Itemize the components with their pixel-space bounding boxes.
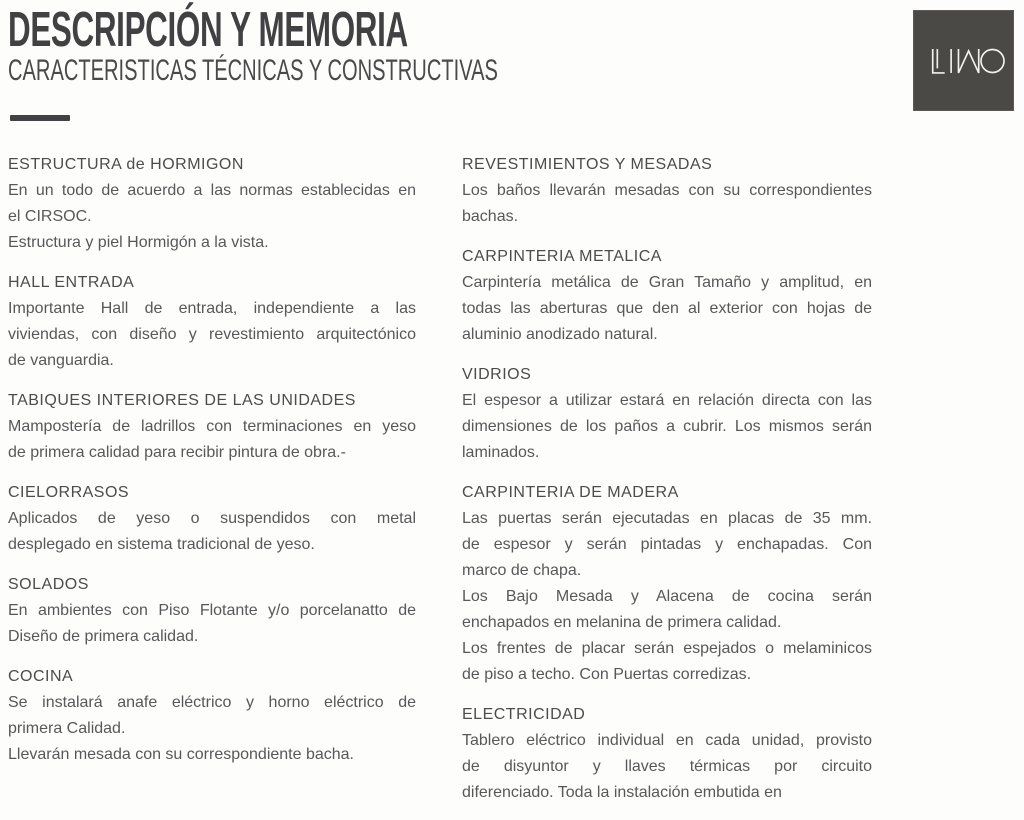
- page-subtitle: CARACTERISTICAS TÉCNICAS Y CONSTRUCTIVAS: [8, 54, 498, 87]
- paragraph: [462, 178, 872, 230]
- text-line: Se instalará anafe eléctrico y horno eléctrico de: [8, 694, 416, 711]
- text-line: marco de chapa.: [462, 562, 582, 579]
- text-line: Tablero eléctrico individual en cada unidad, provisto: [462, 732, 872, 749]
- text-line: Mampostería de ladrillos con terminaciones en yeso: [8, 418, 416, 435]
- paragraph: [462, 728, 872, 806]
- text-line: enchapados en melanina de primera calidad.: [462, 614, 782, 631]
- text-line: Las puertas serán ejecutadas en placas de 35 mm.: [462, 510, 872, 527]
- text-line: aluminio anodizado natural.: [462, 326, 658, 343]
- text-line: Estructura y piel Hormigón a la vista.: [8, 234, 269, 251]
- liwo-logo-icon: [918, 15, 1010, 107]
- paragraph: [8, 414, 416, 466]
- paragraph: [462, 270, 872, 348]
- paragraph: [8, 296, 416, 374]
- section-heading: REVESTIMIENTOS Y MESADAS: [462, 156, 713, 173]
- right-column: [462, 152, 872, 820]
- text-line: todas las aberturas que den al exterior con hojas de: [462, 300, 872, 317]
- text-line: El espesor a utilizar estará en relación directa con las: [462, 392, 872, 409]
- text-line: viviendas, con diseño y revestimiento arquitectónico: [8, 326, 416, 343]
- paragraph: [8, 506, 416, 558]
- section-heading: SOLADOS: [8, 576, 89, 593]
- section: [462, 702, 872, 806]
- paragraph: [8, 598, 416, 650]
- text-line: de espesor y serán pintadas y enchapadas. Con: [462, 536, 872, 553]
- left-column: [8, 152, 416, 782]
- text-line: el CIRSOC.: [8, 208, 92, 225]
- text-line: desplegado en sistema tradicional de yeso.: [8, 536, 315, 553]
- section: [8, 664, 416, 768]
- section-heading: CARPINTERIA METALICA: [462, 248, 662, 265]
- text-line: primera Calidad.: [8, 720, 126, 737]
- section-heading: CARPINTERIA DE MADERA: [462, 484, 679, 501]
- section-heading: CIELORRASOS: [8, 484, 130, 501]
- text-line: laminados.: [462, 444, 540, 461]
- section: [8, 388, 416, 466]
- text-line: En ambientes con Piso Flotante y/o porcelanatto de: [8, 602, 416, 619]
- section: [8, 270, 416, 374]
- text-line: Los Bajo Mesada y Alacena de cocina serán: [462, 588, 872, 605]
- text-line: de primera calidad para recibir pintura de obra.-: [8, 444, 346, 461]
- text-line: dimensiones de los paños a cubrir. Los mismos serán: [462, 418, 872, 435]
- section: [462, 244, 872, 348]
- text-line: bachas.: [462, 208, 519, 225]
- section-heading: VIDRIOS: [462, 366, 532, 383]
- section: [462, 152, 872, 230]
- section-heading: TABIQUES INTERIORES DE LAS UNIDADES: [8, 392, 356, 409]
- text-line: de disyuntor y llaves térmicas por circuito: [462, 758, 872, 775]
- section: [8, 572, 416, 650]
- text-line: Aplicados de yeso o suspendidos con metal: [8, 510, 416, 527]
- text-line: de piso a techo. Con Puertas corredizas.: [462, 666, 752, 683]
- section-heading: ELECTRICIDAD: [462, 706, 586, 723]
- text-line: Importante Hall de entrada, independiente a las: [8, 300, 416, 317]
- text-line: En un todo de acuerdo a las normas establecidas en: [8, 182, 416, 199]
- paragraph: [462, 388, 872, 466]
- paragraph: [462, 584, 872, 636]
- paragraph: [8, 690, 416, 742]
- paragraph: [462, 506, 872, 584]
- section-heading: ESTRUCTURA de HORMIGON: [8, 156, 244, 173]
- text-line: diferenciado. Toda la instalación embutida en: [462, 784, 782, 801]
- title-underline-rule: [10, 115, 70, 121]
- page-title: DESCRIPCIÓN Y MEMORIA: [8, 3, 408, 57]
- section: [8, 480, 416, 558]
- text-line: de vanguardia.: [8, 352, 114, 369]
- document-header: [8, 3, 633, 57]
- paragraph: [8, 230, 416, 256]
- section-heading: COCINA: [8, 668, 74, 685]
- text-line: Los baños llevarán mesadas con su correspondientes: [462, 182, 872, 199]
- text-line: Llevarán mesada con su correspondiente bacha.: [8, 746, 354, 763]
- liwo-logo: [913, 10, 1014, 111]
- section: [462, 480, 872, 688]
- text-line: Diseño de primera calidad.: [8, 628, 199, 645]
- paragraph: [462, 636, 872, 688]
- text-line: Carpintería metálica de Gran Tamaño y amplitud, en: [462, 274, 872, 291]
- paragraph: [8, 742, 416, 768]
- section-heading: HALL ENTRADA: [8, 274, 135, 291]
- text-line: Los frentes de placar serán espejados o melaminicos: [462, 640, 872, 657]
- section: [462, 362, 872, 466]
- paragraph: [8, 178, 416, 230]
- section: [8, 152, 416, 256]
